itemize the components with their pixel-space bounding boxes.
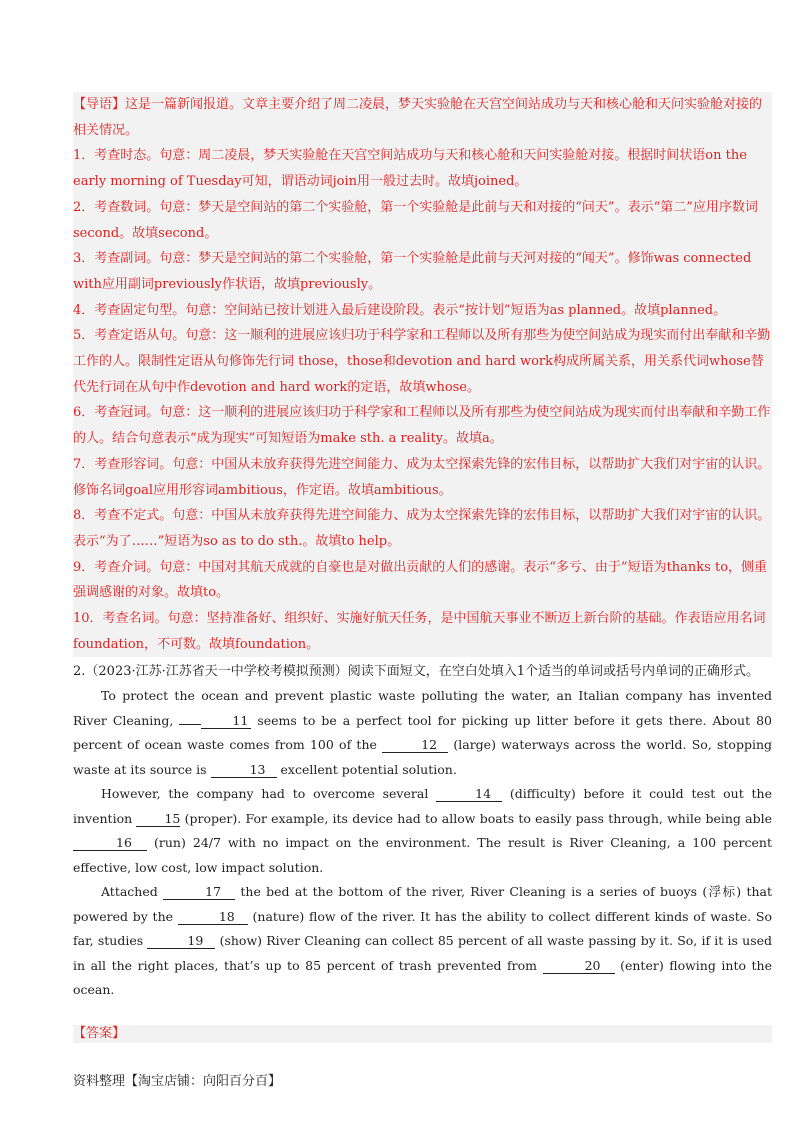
passage-text: (run) 24/7 with no impact on the environment. The result is River Cleaning, a 100 percent effective, low cost, low impact solution.	[73, 835, 772, 875]
blank-17[interactable]: 17	[163, 884, 235, 900]
passage-text: (show) River Cleaning can collect 85 percent of all waste passing by it. So, if it is used in all the right places, that’s up to 85 percent of trash prevented from	[73, 933, 773, 973]
document-page	[73, 92, 772, 1043]
explanation-item-7: 7．考查形容词。句意：中国从未放弃获得先进空间能力、成为太空探索先锋的宏伟目标，以帮助扩大我们对宇宙的认识。修饰名词goal应用形容词ambitious，作定语。故填ambitious。	[73, 456, 771, 498]
explanation-item-10: 10．考查名词。句意：坚持准备好、组织好、实施好航天任务，是中国航天事业不断迈上新台阶的基础。作表语应用名词foundation，不可数。故填foundation。	[73, 611, 766, 652]
passage-paragraph-2	[73, 782, 772, 880]
blank-12[interactable]: 12	[382, 737, 448, 753]
explanation-item-3: 3．考查副词。句意：梦天是空间站的第二个实验舱，第一个实验舱是此前与天河对接的“闻天”。修饰was connected with应用副词previously作状语，故填previously。	[73, 251, 752, 292]
passage-text: excellent potential solution.	[276, 761, 457, 777]
blank-18[interactable]: 18	[178, 909, 248, 925]
passage-text: (large) waterways across the world. So, stopping waste at its source is	[73, 737, 773, 777]
blank-19[interactable]: 19	[147, 933, 215, 949]
footer-source: 资料整理【淘宝店铺：向阳百分百】	[73, 1074, 282, 1089]
blank-14[interactable]: 14	[436, 786, 502, 802]
passage-text: (proper). For example, its device had to allow boats to easily pass through, while being able	[180, 810, 772, 826]
blank-11[interactable]: 11	[201, 713, 251, 729]
blank-13[interactable]: 13	[211, 762, 277, 778]
passage-text: the bed at the bottom of the river, River Cleaning is a series of buoys (浮标) that powered by the	[73, 884, 773, 924]
explanation-item-1: 1．考查时态。句意：周二凌晨，梦天实验舱在天宫空间站成功与天和核心舱和天问实验舱对接。根据时间状语on the early morning of Tuesday可知，谓语动词join用一般过去时。故填joined。	[73, 148, 747, 190]
explanation-intro: 【导语】这是一篇新闻报道。文章主要介绍了周二凌晨，梦天实验舱在天宫空间站成功与天和核心舱和天问实验舱对接的相关情况。	[73, 97, 763, 138]
passage-text: To protect the ocean and prevent plastic waste polluting the water, an Italian company has invented River Cleaning,	[73, 688, 772, 728]
explanation-block	[73, 92, 772, 657]
blank-16[interactable]: 16	[73, 835, 147, 851]
blank-15[interactable]: 15	[136, 811, 180, 827]
passage-text: However, the company had to overcome several	[101, 786, 437, 802]
passage-text: (difficulty) before it could test out the invention	[73, 786, 772, 826]
passage-paragraph-3	[73, 880, 772, 1003]
explanation-item-8: 8．考查不定式。句意：中国从未放弃获得先进空间能力、成为太空探索先锋的宏伟目标，以帮助扩大我们对宇宙的认识。表示“为了……”短语为so as to do sth.。故填to help。	[73, 508, 771, 549]
question-title: 2.（2023·江苏·江苏省天一中学校考模拟预测）阅读下面短文，在空白处填入1个适当的单词或括号内单词的正确形式。	[73, 664, 760, 680]
explanation-item-4: 4．考查固定句型。句意：空间站已按计划进入最后建设阶段。表示“按计划”短语为as planned。故填planned。	[73, 302, 727, 318]
blank-20[interactable]: 20	[543, 958, 615, 974]
explanation-item-2: 2．考查数词。句意：梦天是空间站的第二个实验舱，第一个实验舱是此前与天和对接的“问天”。表示“第二”应用序数词second。故填second。	[73, 199, 758, 241]
passage-text: (nature) flow of the river. It has the ability to collect different kinds of waste. So far, studies	[73, 908, 772, 949]
blank-spacer	[179, 724, 201, 725]
passage-text: (enter) flowing into the ocean.	[73, 957, 773, 998]
explanation-item-6: 6．考查冠词。句意：这一顺利的进展应该归功于科学家和工程师以及所有那些为使空间站成为现实而付出奉献和辛勤工作的人。结合句意表示“成为现实”可知短语为make sth. a reality。故填a。	[73, 405, 771, 447]
passage-paragraph-1	[73, 684, 772, 782]
passage-text: seems to be a perfect tool for picking up litter before it gets there. About 80 percent of ocean waste comes from 100 of the	[73, 712, 772, 753]
explanation-item-5: 5．考查定语从句。句意：这一顺利的进展应该归功于科学家和工程师以及所有那些为使空间站成为现实而付出奉献和辛勤工作的人。限制性定语从句修饰先行词 those，those和devotion and hard work构成所属关系，用关系代词whose替代先行词在从句中作devotion and hard work的定语，故填whose。	[73, 328, 771, 395]
answer-label: 【答案】	[73, 1025, 772, 1043]
passage	[73, 684, 772, 1003]
passage-text: Attached	[101, 884, 164, 900]
explanation-item-9: 9．考查介词。句意：中国对其航天成就的自豪也是对做出贡献的人们的感谢。表示“多亏、由于”短语为thanks to，侧重强调感谢的对象。故填to。	[73, 559, 768, 601]
